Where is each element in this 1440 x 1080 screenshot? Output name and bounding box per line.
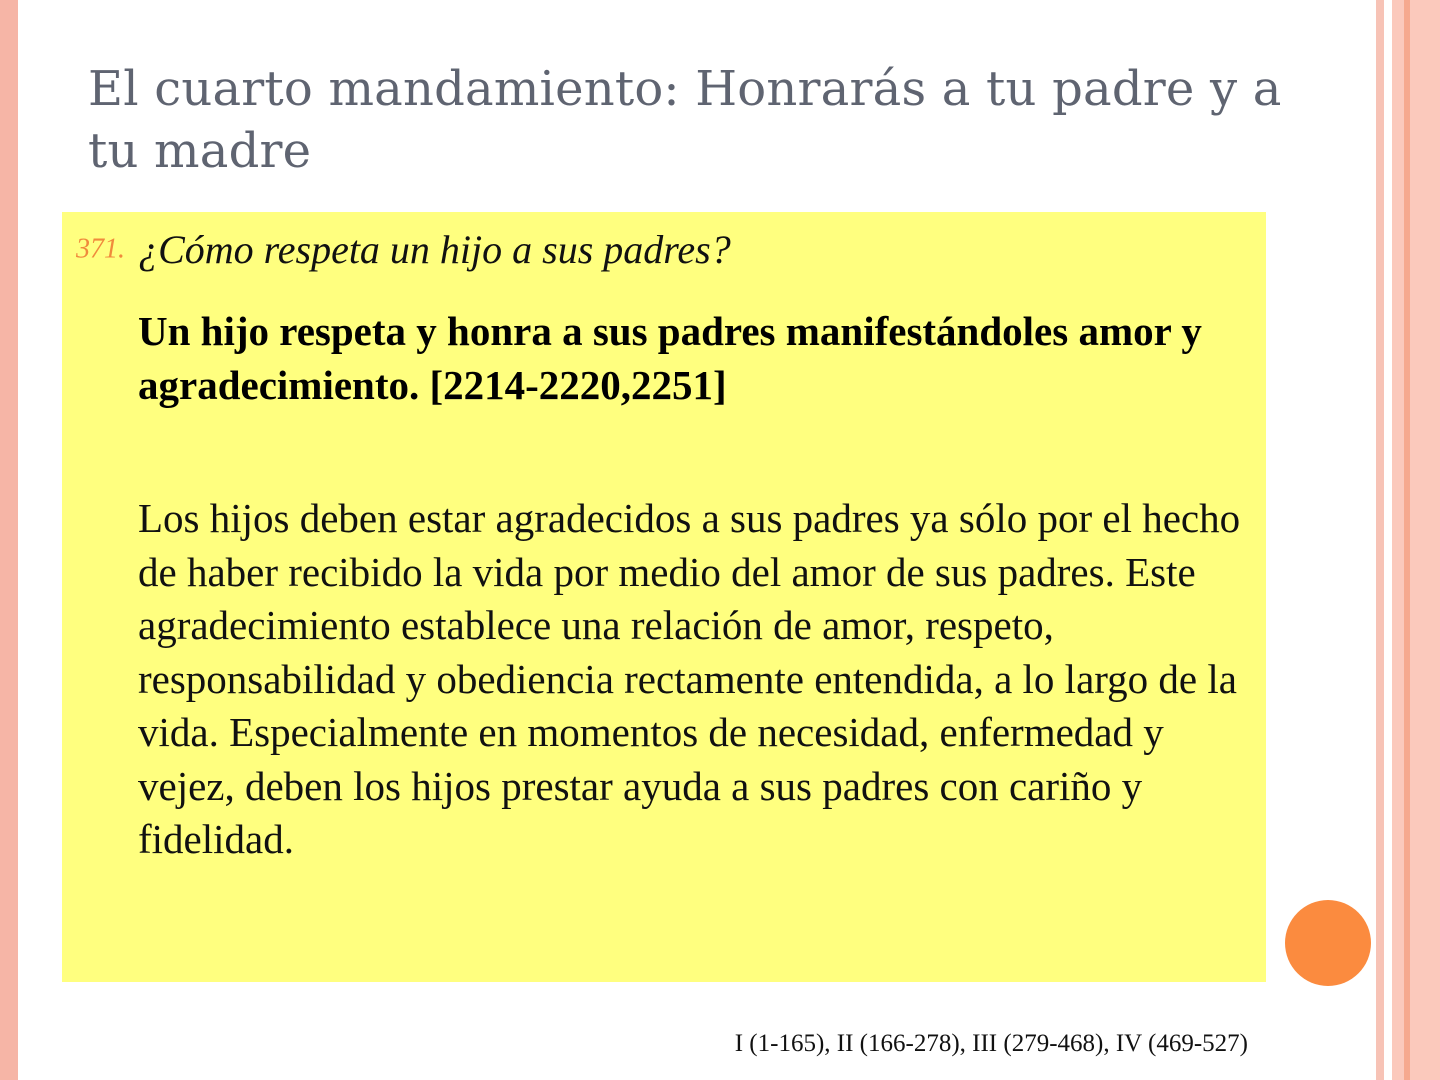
answer-text: Un hijo respeta y honra a sus padres manifestándoles amor y agradecimiento. [2214-2220,2251]	[138, 308, 1202, 408]
explanation-text: Los hijos deben estar agradecidos a sus padres ya sólo por el hecho de haber recibido la vida por medio del amor de sus padres. Este agradecimiento establece una relación de amor, respeto, responsabilidad y obediencia rectamente entendida, a lo largo de la vida. Especialmente en momentos de necesidad, enfermedad y vejez, deben los hijos prestar ayuda a sus padres con cariño y fidelidad.	[138, 495, 1241, 862]
right-edge-thick-stripe	[1392, 0, 1440, 1080]
orange-circle-decoration	[1285, 900, 1371, 986]
question-text: ¿Cómo respeta un hijo a sus padres?	[138, 227, 731, 272]
content-box	[62, 212, 1266, 982]
right-edge-line	[1404, 0, 1410, 1080]
slide-title: El cuarto mandamiento: Honrarás a tu padre y a tu madre	[88, 61, 1282, 179]
left-edge-decoration	[0, 0, 18, 1080]
right-edge-thin-stripe	[1376, 0, 1384, 1080]
footer-reference: I (1-165), II (166-278), III (279-468), IV (469-527)	[734, 1030, 1248, 1057]
question-number: 371.	[76, 233, 125, 265]
question-row	[76, 226, 1256, 273]
